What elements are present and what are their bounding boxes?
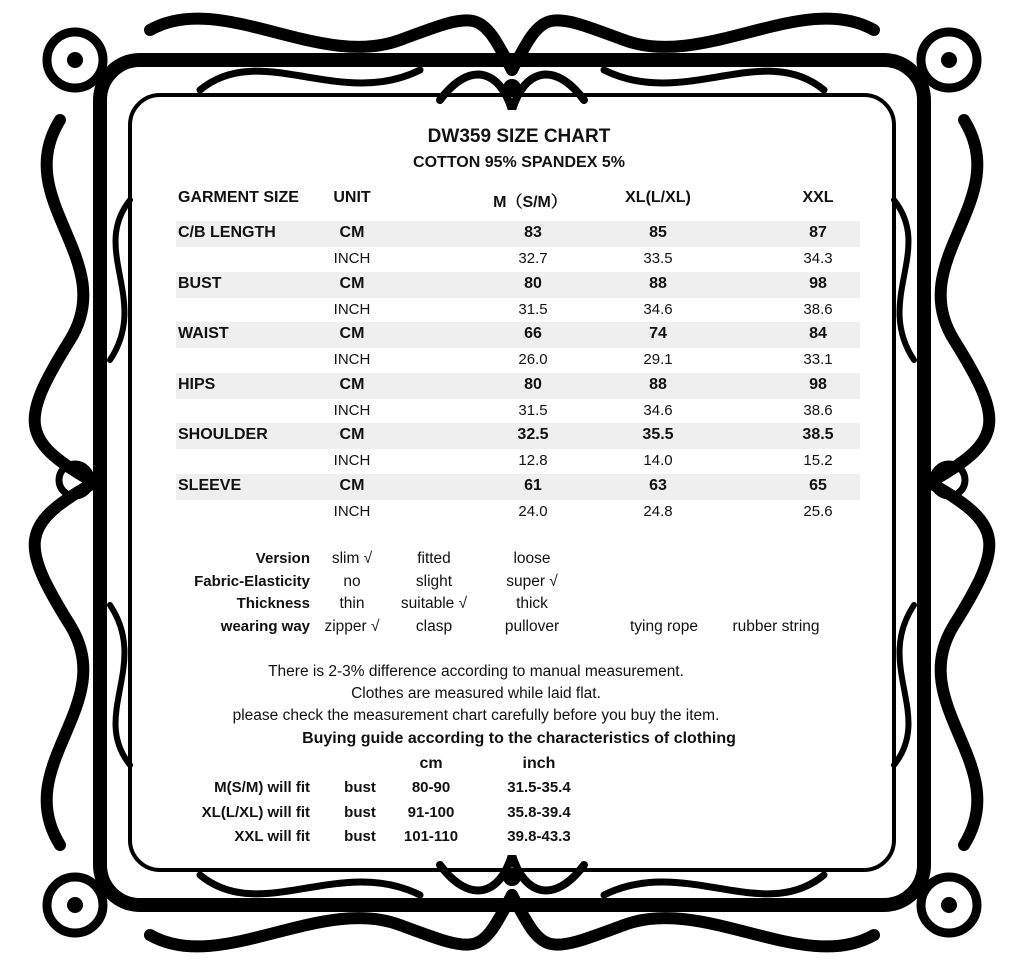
unit-cm: CM xyxy=(339,426,365,444)
value-cm: 80 xyxy=(524,274,542,292)
value-inch: 38.6 xyxy=(803,300,833,318)
guide-inch: 31.5-35.4 xyxy=(507,779,571,796)
value-cm: 35.5 xyxy=(642,426,674,444)
feature-label: Version xyxy=(255,550,310,567)
header-size-xl: XL(L/XL) xyxy=(625,189,691,206)
value-cm: 38.5 xyxy=(802,426,834,444)
unit-inch: INCH xyxy=(333,503,371,520)
unit-inch: INCH xyxy=(333,300,371,318)
value-cm: 85 xyxy=(649,224,667,241)
note-line: Clothes are measured while laid flat. xyxy=(351,685,601,702)
unit-inch: INCH xyxy=(333,452,371,470)
guide-part: bust xyxy=(344,828,376,845)
value-inch: 26.0 xyxy=(518,351,548,369)
measurement-name: SHOULDER xyxy=(178,426,268,444)
guide-inch: 35.8-39.4 xyxy=(507,803,571,821)
feature-option: suitable √ xyxy=(400,595,468,612)
note-line: please check the measurement chart carefully before you buy the item. xyxy=(232,707,720,724)
guide-cm: 101-110 xyxy=(403,828,459,845)
value-inch: 15.2 xyxy=(803,452,833,470)
value-inch: 33.5 xyxy=(643,250,673,267)
header-size-xxl: XXL xyxy=(802,189,834,206)
unit-cm: CM xyxy=(339,325,365,343)
chart-subtitle: COTTON 95% SPANDEX 5% xyxy=(413,154,625,171)
value-inch: 34.3 xyxy=(803,250,833,267)
feature-option: super √ xyxy=(506,572,558,590)
feature-option: rubber string xyxy=(732,617,820,635)
guide-fit: M(S/M) will fit xyxy=(214,779,310,796)
measurement-name: BUST xyxy=(178,274,222,292)
header-garment-size: GARMENT SIZE xyxy=(178,189,299,206)
note-line: There is 2-3% difference according to manual measurement. xyxy=(268,663,684,680)
value-inch: 34.6 xyxy=(643,401,673,419)
feature-option: slim √ xyxy=(331,550,373,567)
value-cm: 63 xyxy=(649,477,667,494)
guide-fit: XL(L/XL) will fit xyxy=(201,803,310,821)
header-unit: UNIT xyxy=(333,189,371,206)
value-inch: 24.8 xyxy=(643,503,673,520)
value-cm: 32.5 xyxy=(517,426,549,444)
unit-inch: INCH xyxy=(333,351,371,369)
unit-inch: INCH xyxy=(333,250,371,267)
row-shade xyxy=(176,322,860,348)
measurement-name: WAIST xyxy=(178,325,229,343)
value-inch: 34.6 xyxy=(643,300,673,318)
feature-option: loose xyxy=(513,550,551,567)
value-cm: 98 xyxy=(809,375,827,393)
value-inch: 33.1 xyxy=(803,351,833,369)
feature-option: tying rope xyxy=(629,617,699,635)
row-shade xyxy=(176,373,860,399)
value-inch: 31.5 xyxy=(518,401,548,419)
value-cm: 87 xyxy=(809,224,827,241)
guide-inch: 39.8-43.3 xyxy=(507,828,571,845)
value-cm: 61 xyxy=(524,477,542,494)
guide-part: bust xyxy=(344,779,376,796)
value-cm: 88 xyxy=(649,375,667,393)
value-cm: 83 xyxy=(524,224,542,241)
value-inch: 14.0 xyxy=(643,452,673,470)
value-cm: 65 xyxy=(809,477,827,494)
unit-inch: INCH xyxy=(333,401,371,419)
value-cm: 98 xyxy=(809,274,827,292)
value-cm: 74 xyxy=(649,325,667,343)
feature-option: zipper √ xyxy=(324,617,380,635)
feature-label: Thickness xyxy=(236,595,310,612)
feature-label: wearing way xyxy=(220,617,310,635)
guide-col-inch: inch xyxy=(522,755,556,772)
value-inch: 25.6 xyxy=(803,503,833,520)
feature-option: no xyxy=(343,572,361,590)
value-inch: 12.8 xyxy=(518,452,548,470)
row-shade xyxy=(176,474,860,500)
header-size-m: M（S/M） xyxy=(493,194,567,211)
value-inch: 24.0 xyxy=(518,503,548,520)
guide-fit: XXL will fit xyxy=(234,828,310,845)
measurement-name: C/B LENGTH xyxy=(178,224,276,241)
unit-cm: CM xyxy=(339,477,365,494)
feature-option: thick xyxy=(516,595,548,612)
guide-part: bust xyxy=(344,803,376,821)
unit-cm: CM xyxy=(339,274,365,292)
value-inch: 38.6 xyxy=(803,401,833,419)
measurement-name: SLEEVE xyxy=(178,477,242,494)
value-inch: 29.1 xyxy=(643,351,673,369)
value-inch: 31.5 xyxy=(518,300,548,318)
guide-col-cm: cm xyxy=(419,755,443,772)
value-cm: 88 xyxy=(649,274,667,292)
unit-cm: CM xyxy=(339,375,365,393)
feature-option: fitted xyxy=(417,550,451,567)
feature-option: thin xyxy=(339,595,365,612)
guide-cm: 80-90 xyxy=(411,779,451,796)
unit-cm: CM xyxy=(339,224,365,241)
feature-label: Fabric-Elasticity xyxy=(194,572,310,590)
feature-option: slight xyxy=(415,572,453,590)
row-shade xyxy=(176,272,860,298)
measurement-name: HIPS xyxy=(178,375,216,393)
guide-title: Buying guide according to the characteristics of clothing xyxy=(302,730,736,747)
value-inch: 32.7 xyxy=(518,250,548,267)
value-cm: 80 xyxy=(524,375,542,393)
chart-title: DW359 SIZE CHART xyxy=(427,126,611,147)
feature-option: pullover xyxy=(504,617,560,635)
value-cm: 66 xyxy=(524,325,542,343)
row-shade xyxy=(176,221,860,247)
value-cm: 84 xyxy=(809,325,827,343)
guide-cm: 91-100 xyxy=(407,803,455,821)
feature-option: clasp xyxy=(415,617,453,635)
